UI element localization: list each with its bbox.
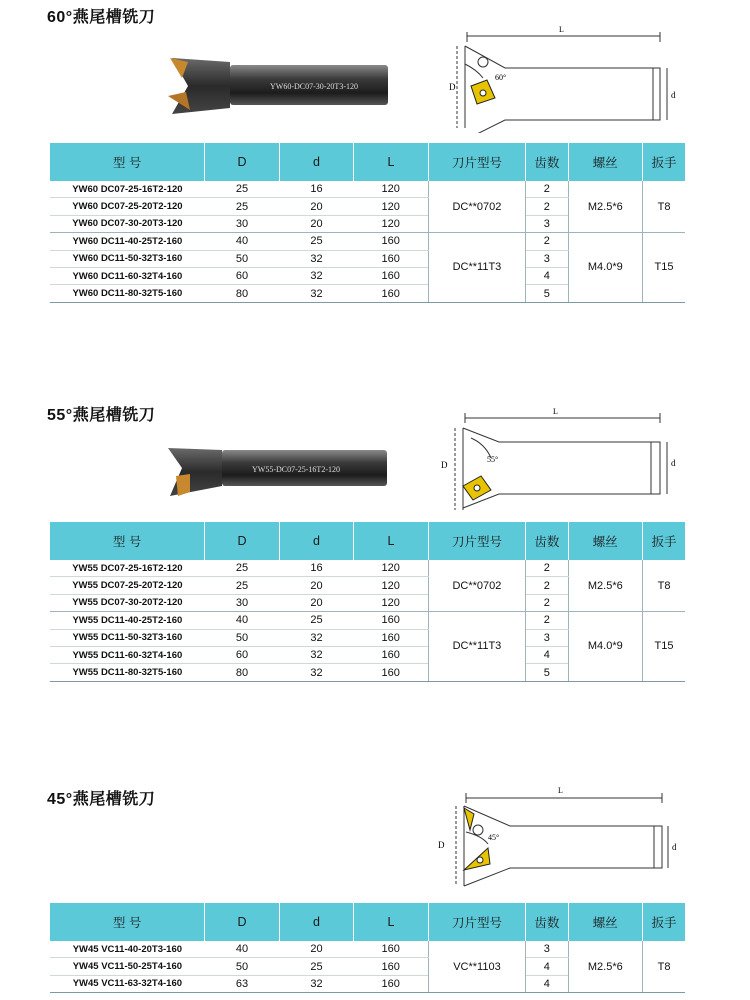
header-insert: 刀片型号 (428, 522, 525, 560)
cell-d: 20 (279, 198, 354, 215)
diagram-55 (435, 400, 685, 515)
cell-D: 80 (205, 285, 280, 302)
cell-teeth: 3 (526, 629, 568, 646)
cell-D: 25 (205, 181, 280, 198)
cell-D: 25 (205, 560, 280, 577)
dim-L-45: L (558, 786, 563, 795)
cell-model: YW60 DC07-30-20T3-120 (50, 215, 205, 232)
cell-D: 30 (205, 594, 280, 611)
cell-d: 25 (279, 233, 354, 250)
cell-screw: M4.0*9 (568, 612, 643, 682)
cell-wrench: T8 (643, 941, 685, 993)
dim-L-55: L (553, 407, 558, 416)
cell-L: 160 (354, 250, 429, 267)
cell-d: 32 (279, 975, 354, 992)
section-title-60: 60°燕尾槽铣刀 (47, 9, 156, 26)
cell-teeth: 3 (526, 215, 568, 232)
cell-L: 120 (354, 560, 429, 577)
cell-model: YW60 DC11-40-25T2-160 (50, 233, 205, 250)
dim-D-60: D (449, 82, 456, 92)
dim-L-60: L (559, 25, 564, 34)
cell-d: 32 (279, 250, 354, 267)
cell-teeth: 4 (526, 646, 568, 663)
cell-D: 25 (205, 577, 280, 594)
dim-d-60: d (671, 90, 676, 100)
cell-L: 160 (354, 285, 429, 302)
cell-insert: DC**11T3 (428, 612, 525, 682)
cell-L: 160 (354, 975, 429, 992)
cell-D: 40 (205, 233, 280, 250)
section-title-45: 45°燕尾槽铣刀 (47, 791, 156, 808)
cell-teeth: 4 (526, 267, 568, 284)
cell-d: 32 (279, 285, 354, 302)
header-wrench: 扳手 (643, 522, 685, 560)
cell-D: 50 (205, 250, 280, 267)
header-L: L (354, 143, 429, 181)
cell-teeth: 5 (526, 285, 568, 302)
cell-L: 160 (354, 958, 429, 975)
cell-d: 25 (279, 612, 354, 629)
header-screw: 螺丝 (568, 143, 643, 181)
cell-d: 16 (279, 560, 354, 577)
cell-teeth: 5 (526, 664, 568, 681)
cell-d: 20 (279, 594, 354, 611)
cell-screw: M2.5*6 (568, 560, 643, 612)
header-screw: 螺丝 (568, 522, 643, 560)
section-title-55: 55°燕尾槽铣刀 (47, 407, 156, 424)
cell-D: 60 (205, 646, 280, 663)
header-D: D (205, 522, 280, 560)
cell-L: 160 (354, 629, 429, 646)
header-d: d (279, 143, 354, 181)
tool-photo-60 (160, 48, 390, 138)
cell-model: YW60 DC11-80-32T5-160 (50, 285, 205, 302)
header-teeth: 齿数 (526, 522, 568, 560)
cell-teeth: 4 (526, 958, 568, 975)
cell-teeth: 2 (526, 560, 568, 577)
cell-insert: DC**0702 (428, 181, 525, 233)
angle-label-45: 45° (488, 833, 500, 842)
diagram-45 (430, 778, 680, 893)
spec-table-60 (50, 143, 685, 303)
header-L: L (354, 522, 429, 560)
diagram-60 (445, 18, 685, 133)
header-screw: 螺丝 (568, 903, 643, 941)
cell-model: YW60 DC11-50-32T3-160 (50, 250, 205, 267)
cell-insert: DC**11T3 (428, 233, 525, 303)
shank-marking-55: YW55-DC07-25-16T2-120 (252, 465, 340, 474)
cell-D: 40 (205, 612, 280, 629)
cell-D: 40 (205, 941, 280, 958)
cell-model: YW60 DC07-25-20T2-120 (50, 198, 205, 215)
cell-model: YW55 DC11-40-25T2-160 (50, 612, 205, 629)
cell-teeth: 3 (526, 250, 568, 267)
cell-d: 25 (279, 958, 354, 975)
cell-L: 160 (354, 646, 429, 663)
cell-teeth: 2 (526, 233, 568, 250)
cell-d: 32 (279, 664, 354, 681)
table-row (50, 612, 685, 629)
cell-L: 120 (354, 215, 429, 232)
cell-wrench: T15 (643, 612, 685, 682)
cell-model: YW55 DC07-25-16T2-120 (50, 560, 205, 577)
header-d: d (279, 522, 354, 560)
cell-D: 25 (205, 198, 280, 215)
header-insert: 刀片型号 (428, 903, 525, 941)
cell-D: 50 (205, 629, 280, 646)
cell-d: 32 (279, 629, 354, 646)
angle-label-60: 60° (495, 73, 507, 82)
cell-teeth: 2 (526, 198, 568, 215)
spec-table-55 (50, 522, 685, 682)
header-d: d (279, 903, 354, 941)
cell-d: 20 (279, 577, 354, 594)
table-row (50, 941, 685, 958)
cell-teeth: 2 (526, 577, 568, 594)
header-D: D (205, 143, 280, 181)
table-row (50, 560, 685, 577)
cell-wrench: T8 (643, 181, 685, 233)
dim-D-55: D (441, 460, 448, 470)
cell-D: 80 (205, 664, 280, 681)
cell-d: 32 (279, 646, 354, 663)
cell-teeth: 4 (526, 975, 568, 992)
header-wrench: 扳手 (643, 903, 685, 941)
cell-D: 30 (205, 215, 280, 232)
cell-model: YW45 VC11-50-25T4-160 (50, 958, 205, 975)
cell-wrench: T8 (643, 560, 685, 612)
cell-d: 16 (279, 181, 354, 198)
dim-d-55: d (671, 458, 676, 468)
cell-L: 160 (354, 941, 429, 958)
cell-teeth: 2 (526, 612, 568, 629)
cell-d: 20 (279, 215, 354, 232)
cell-model: YW55 DC11-50-32T3-160 (50, 629, 205, 646)
spec-table-45 (50, 903, 685, 993)
header-wrench: 扳手 (643, 143, 685, 181)
header-teeth: 齿数 (526, 143, 568, 181)
header-insert: 刀片型号 (428, 143, 525, 181)
cell-teeth: 2 (526, 181, 568, 198)
cell-model: YW55 DC11-60-32T4-160 (50, 646, 205, 663)
cell-model: YW60 DC11-60-32T4-160 (50, 267, 205, 284)
header-D: D (205, 903, 280, 941)
header-model: 型 号 (50, 522, 205, 560)
cell-model: YW55 DC11-80-32T5-160 (50, 664, 205, 681)
header-model: 型 号 (50, 143, 205, 181)
shank-marking-60: YW60-DC07-30-20T3-120 (270, 82, 358, 91)
cell-screw: M2.5*6 (568, 941, 643, 993)
cell-screw: M2.5*6 (568, 181, 643, 233)
cell-D: 63 (205, 975, 280, 992)
table-header (50, 903, 685, 941)
dim-d-45: d (672, 842, 677, 852)
cell-D: 60 (205, 267, 280, 284)
cell-L: 160 (354, 612, 429, 629)
cell-L: 160 (354, 267, 429, 284)
dim-D-45: D (438, 840, 445, 850)
cell-screw: M4.0*9 (568, 233, 643, 303)
tool-photo-55 (160, 438, 390, 508)
cell-L: 120 (354, 181, 429, 198)
table-row (50, 181, 685, 198)
header-teeth: 齿数 (526, 903, 568, 941)
cell-insert: VC**1103 (428, 941, 525, 993)
cell-model: YW55 DC07-30-20T2-120 (50, 594, 205, 611)
header-model: 型 号 (50, 903, 205, 941)
cell-L: 120 (354, 198, 429, 215)
cell-teeth: 3 (526, 941, 568, 958)
table-row (50, 233, 685, 250)
cell-model: YW55 DC07-25-20T2-120 (50, 577, 205, 594)
cell-model: YW45 VC11-63-32T4-160 (50, 975, 205, 992)
cell-d: 32 (279, 267, 354, 284)
cell-L: 160 (354, 233, 429, 250)
cell-L: 120 (354, 577, 429, 594)
table-header (50, 143, 685, 181)
angle-label-55: 55° (487, 455, 499, 464)
cell-L: 160 (354, 664, 429, 681)
cell-model: YW60 DC07-25-16T2-120 (50, 181, 205, 198)
cell-wrench: T15 (643, 233, 685, 303)
cell-d: 20 (279, 941, 354, 958)
cell-D: 50 (205, 958, 280, 975)
cell-teeth: 2 (526, 594, 568, 611)
cell-insert: DC**0702 (428, 560, 525, 612)
cell-L: 120 (354, 594, 429, 611)
cell-model: YW45 VC11-40-20T3-160 (50, 941, 205, 958)
table-header (50, 522, 685, 560)
header-L: L (354, 903, 429, 941)
